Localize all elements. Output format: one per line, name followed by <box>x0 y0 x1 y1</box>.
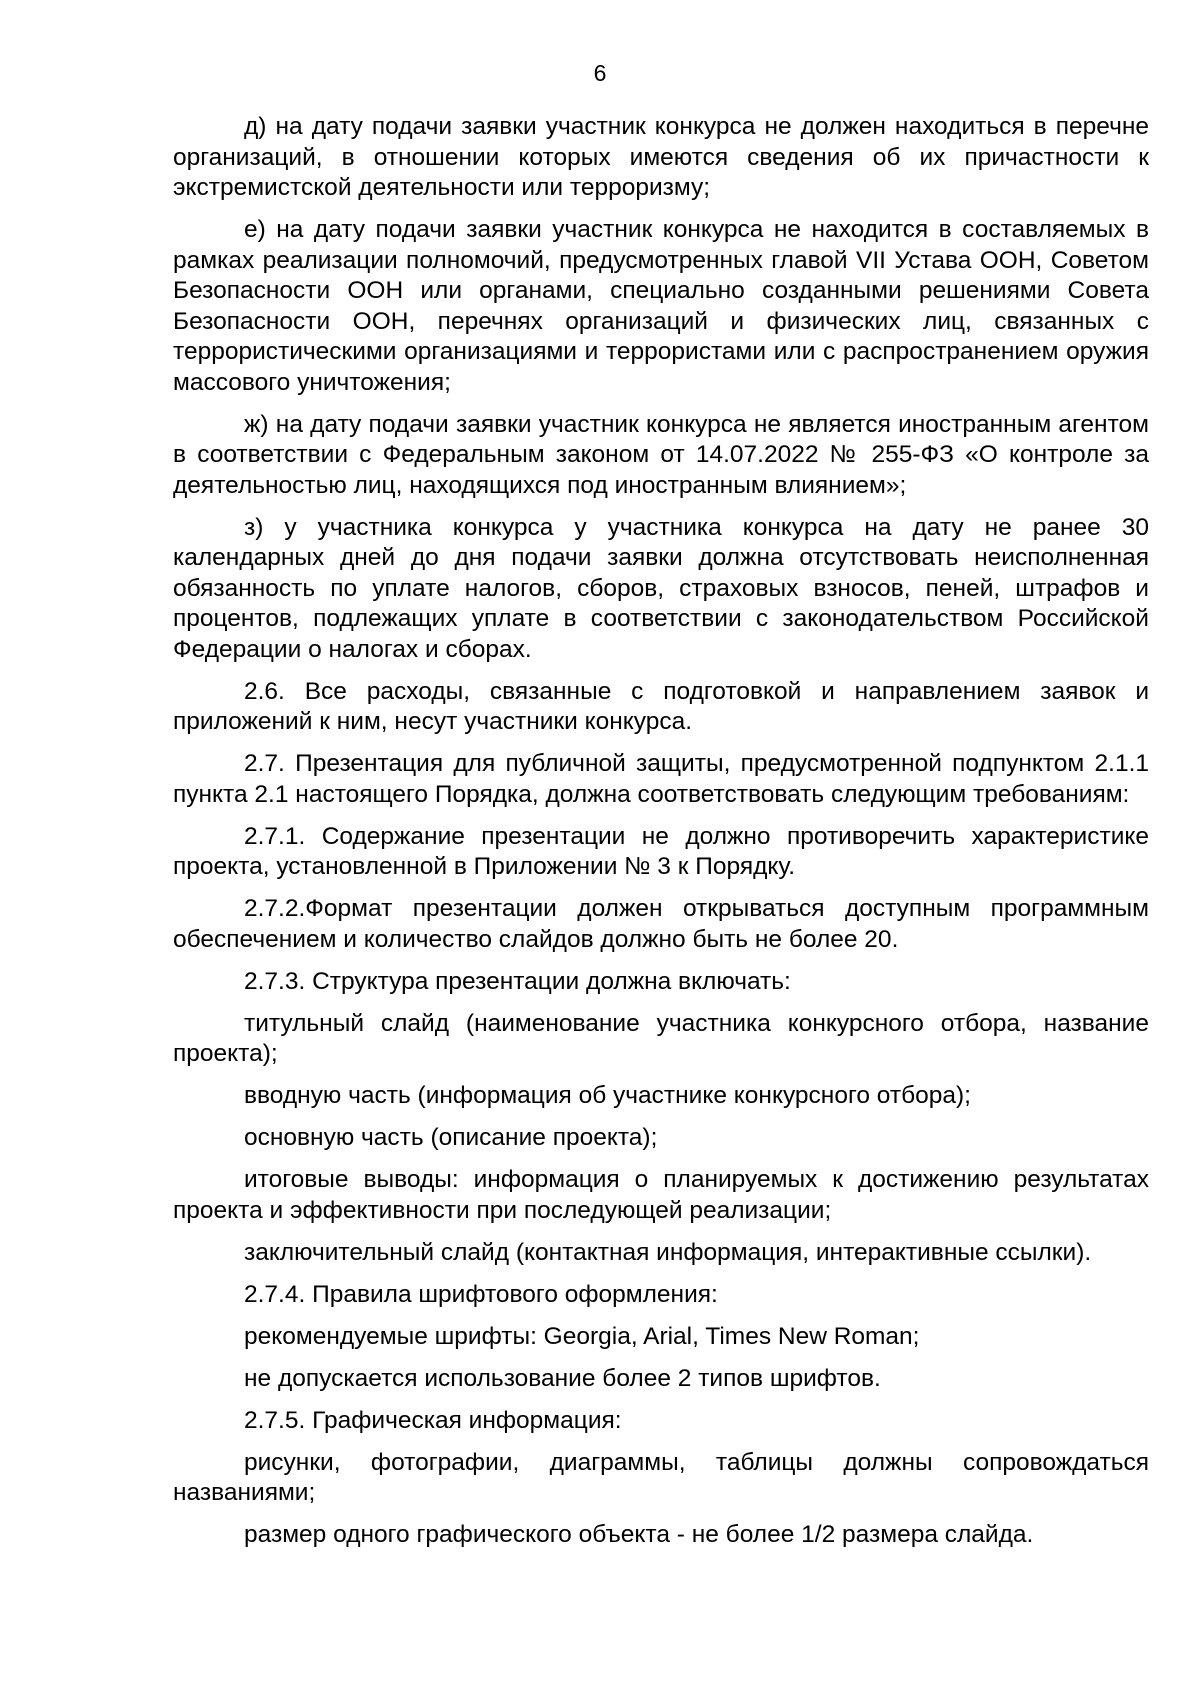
paragraph-d: д) на дату подачи заявки участник конкурса не должен находиться в перечне организаций, в отношении которых имеются сведения об их причастности к экстремистской деятельности или терроризму; <box>173 113 1149 201</box>
paragraph-2-7-3: 2.7.3. Структура презентации должна включать: <box>244 967 791 995</box>
list-item-fonts: рекомендуемые шрифты: Georgia, Arial, Times New Roman; <box>244 1322 920 1350</box>
list-item-title-slide: титульный слайд (наименование участника конкурсного отбора, название проекта); <box>173 1009 1149 1067</box>
list-item-graphics-size: размер одного графического объекта - не более 1/2 размера слайда. <box>244 1521 1034 1548</box>
document-body <box>173 112 1149 1562</box>
paragraph-z: з) у участника конкурса у участника конкурса на дату не ранее 30 календарных дней до дня подачи заявки должна отсутствовать неисполненная обязанность по уплате налогов, сборов, страховых взносов, пеней, штрафов и процентов, подлежащих уплате в соответствии с законодательством Российской Федерации о налогах и сборах. <box>173 513 1149 663</box>
list-item-final-slide: заключительный слайд (контактная информация, интерактивные ссылки). <box>244 1238 1092 1266</box>
list-item-graphics-captions: рисунки, фотографии, диаграммы, таблицы должны сопровождаться названиями; <box>173 1448 1149 1506</box>
list-item-font-limit: не допускается использование более 2 типов шрифтов. <box>244 1364 881 1392</box>
paragraph-e: е) на дату подачи заявки участник конкурса не находится в составляемых в рамках реализации полномочий, предусмотренных главой VII Устава ООН, Советом Безопасности ООН или органами, специально созданными решениями Совета Безопасности ООН, перечнях организаций и физических лиц, связанных с террористическими организациями и террористами или с распространением оружия массового уничтожения; <box>173 216 1149 396</box>
paragraph-2-6: 2.6. Все расходы, связанные с подготовкой и направлением заявок и приложений к ним, несут участники конкурса. <box>173 677 1149 735</box>
paragraph-2-7-2: 2.7.2.Формат презентации должен открываться доступным программным обеспечением и количество слайдов должно быть не более 20. <box>173 895 1149 953</box>
list-item-intro: вводную часть (информация об участнике конкурсного отбора); <box>244 1082 971 1109</box>
page-number: 6 <box>593 60 607 86</box>
paragraph-2-7-1: 2.7.1. Содержание презентации не должно противоречить характеристике проекта, установленной в Приложении № 3 к Порядку. <box>173 822 1149 880</box>
paragraph-2-7-4: 2.7.4. Правила шрифтового оформления: <box>244 1280 718 1308</box>
paragraph-2-7: 2.7. Презентация для публичной защиты, предусмотренной подпунктом 2.1.1 пункта 2.1 настоящего Порядка, должна соответствовать следующим требованиям: <box>173 750 1149 808</box>
paragraph-2-7-5: 2.7.5. Графическая информация: <box>244 1406 622 1434</box>
paragraph-zh: ж) на дату подачи заявки участник конкурса не является иностранным агентом в соответствии с Федеральным законом от 14.07.2022 № 255-ФЗ «О контроле за деятельностью лиц, находящихся под иностранным влиянием»; <box>173 410 1149 499</box>
list-item-main-part: основную часть (описание проекта); <box>244 1124 658 1151</box>
list-item-conclusions: итоговые выводы: информация о планируемых к достижению результатах проекта и эффективности при последующей реализации; <box>173 1166 1149 1224</box>
